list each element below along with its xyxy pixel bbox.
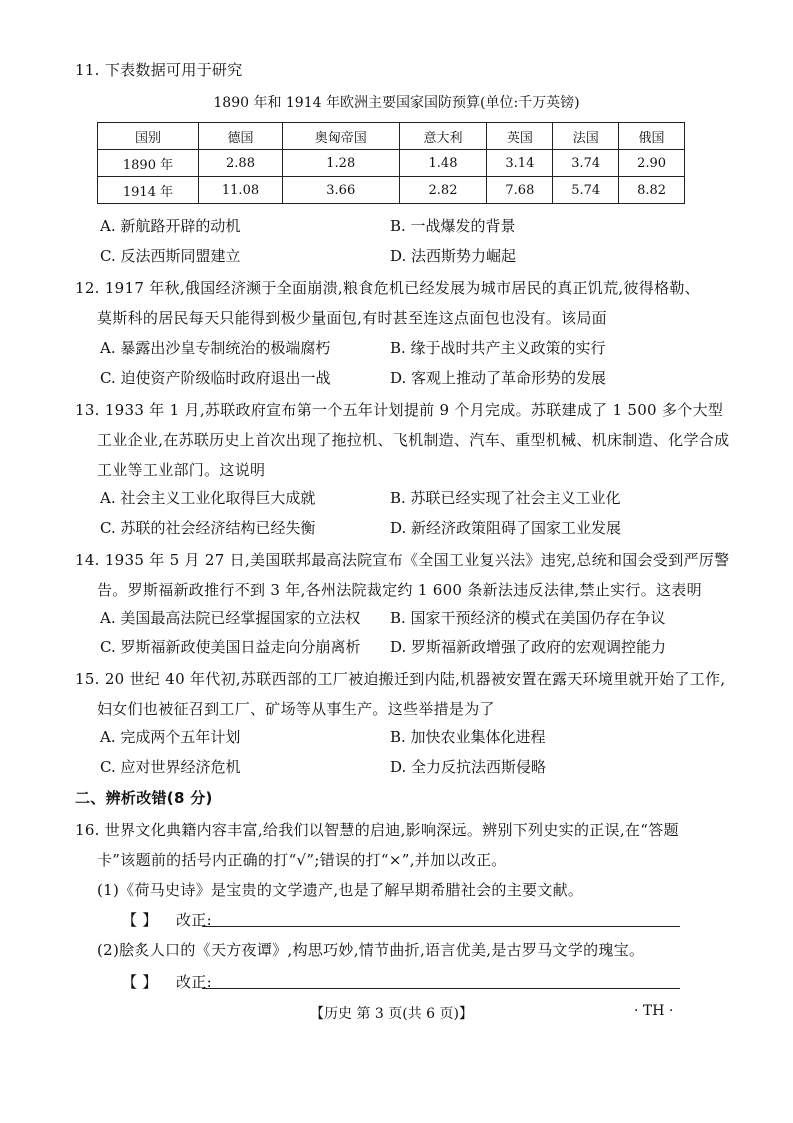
q11-option-c[interactable]: C. 反法西斯同盟建立 — [100, 247, 241, 265]
q12-stem-line: 12. 1917 年秋,俄国经济濒于全面崩溃,粮食危机已经发展为城市居民的真正饥荒,彼得格勒、 — [75, 279, 700, 297]
table-cell: 1.48 — [399, 150, 487, 177]
section-title: 二、辨析改错(8 分) — [75, 789, 213, 807]
q14-option-c[interactable]: C. 罗斯福新政使美国日益走向分崩离析 — [100, 638, 361, 656]
table-header-cell: 意大利 — [399, 123, 487, 150]
q11-option-a[interactable]: A. 新航路开辟的动机 — [100, 217, 241, 235]
q15-stem-line: 妇女们也被征召到工厂、矿场等从事生产。这些举措是为了 — [97, 700, 495, 718]
table-header-cell: 国别 — [98, 123, 199, 150]
q14-stem-line: 告。罗斯福新政推行不到 3 年,各州法院裁定约 1 600 条新法违反法律,禁止实行。这表明 — [97, 581, 702, 599]
q15-option-c[interactable]: C. 应对世界经济危机 — [100, 758, 241, 776]
q11-option-d[interactable]: D. 法西斯势力崛起 — [390, 247, 517, 265]
table-header-cell: 英国 — [487, 123, 553, 150]
table-cell: 3.66 — [283, 177, 400, 204]
q11-option-b[interactable]: B. 一战爆发的背景 — [390, 217, 516, 235]
table-cell: 2.90 — [619, 150, 685, 177]
q14-option-b[interactable]: B. 国家干预经济的模式在美国仍存在争议 — [390, 609, 666, 627]
q13-option-d[interactable]: D. 新经济政策阻碍了国家工业发展 — [390, 519, 622, 537]
q13-stem-line: 工业企业,在苏联历史上首次出现了拖拉机、飞机制造、汽车、重型机械、机床制造、化学合成 — [97, 431, 730, 449]
table-row — [98, 150, 685, 177]
q13-stem-line: 工业等工业部门。这说明 — [97, 461, 266, 479]
q16-item-bracket[interactable]: 【 】 — [122, 973, 158, 991]
footer-code: · TH · — [634, 1003, 674, 1019]
table-cell: 1.28 — [283, 150, 400, 177]
table-cell: 11.08 — [199, 177, 283, 204]
q16-stem-line: 卡”该题前的括号内正确的打“√”;错误的打“×”,并加以改正。 — [97, 851, 507, 869]
table-header-cell: 德国 — [199, 123, 283, 150]
q14-option-d[interactable]: D. 罗斯福新政增强了政府的宏观调控能力 — [390, 638, 667, 656]
q14-option-a[interactable]: A. 美国最高法院已经掌握国家的立法权 — [100, 609, 361, 627]
q16-item-text: (1)《荷马史诗》是宝贵的文学遗产,也是了解早期希腊社会的主要文献。 — [97, 881, 584, 899]
q16-answer-line[interactable] — [202, 988, 680, 989]
q15-option-d[interactable]: D. 全力反抗法西斯侵略 — [390, 758, 547, 776]
table-header-cell: 奥匈帝国 — [283, 123, 400, 150]
q16-answer-line[interactable] — [202, 926, 680, 927]
table-cell: 1914 年 — [98, 177, 199, 204]
q12-option-a[interactable]: A. 暴露出沙皇专制统治的极端腐朽 — [100, 339, 331, 357]
q12-option-b[interactable]: B. 缘于战时共产主义政策的实行 — [390, 339, 606, 357]
table-cell: 8.82 — [619, 177, 685, 204]
table-header-cell: 俄国 — [619, 123, 685, 150]
q16-fix-label: 改正: — [176, 973, 212, 991]
table-header-cell: 法国 — [553, 123, 619, 150]
table-cell: 3.74 — [553, 150, 619, 177]
table-cell: 7.68 — [487, 177, 553, 204]
table-cell: 2.82 — [399, 177, 487, 204]
q11-stem: 11. 下表数据可用于研究 — [75, 61, 243, 79]
q13-option-c[interactable]: C. 苏联的社会经济结构已经失衡 — [100, 519, 316, 537]
table-row — [98, 177, 685, 204]
q12-option-c[interactable]: C. 迫使资产阶级临时政府退出一战 — [100, 369, 331, 387]
q16-fix-label: 改正: — [176, 911, 212, 929]
q12-option-d[interactable]: D. 客观上推动了革命形势的发展 — [390, 369, 607, 387]
q14-stem-line: 14. 1935 年 5 月 27 日,美国联邦最高法院宣布《全国工业复兴法》违宪,总统和国会受到严厉警 — [75, 551, 730, 569]
table-header-row — [98, 123, 685, 150]
q12-stem-line: 莫斯科的居民每天只能得到极少量面包,有时甚至连这点面包也没有。该局面 — [97, 309, 607, 327]
table-cell: 5.74 — [553, 177, 619, 204]
q15-stem-line: 15. 20 世纪 40 年代初,苏联西部的工厂被迫搬迁到内陆,机器被安置在露天环境里就开始了工作, — [75, 670, 726, 688]
table-cell: 2.88 — [199, 150, 283, 177]
q13-stem-line: 13. 1933 年 1 月,苏联政府宣布第一个五年计划提前 9 个月完成。苏联建成了 1 500 多个大型 — [75, 401, 724, 419]
budget-table — [97, 122, 685, 204]
table-cell: 3.14 — [487, 150, 553, 177]
table-caption: 1890 年和 1914 年欧洲主要国家国防预算(单位:千万英镑) — [213, 95, 580, 111]
q15-option-b[interactable]: B. 加快农业集体化进程 — [390, 728, 546, 746]
table-cell: 1890 年 — [98, 150, 199, 177]
q13-option-a[interactable]: A. 社会主义工业化取得巨大成就 — [100, 489, 316, 507]
q16-item-bracket[interactable]: 【 】 — [122, 911, 158, 929]
q16-item-text: (2)脍炙人口的《天方夜谭》,构思巧妙,情节曲折,语言优美,是古罗马文学的瑰宝。 — [97, 941, 645, 959]
q16-stem-line: 16. 世界文化典籍内容丰富,给我们以智慧的启迪,影响深远。辨别下列史实的正误,在“答题 — [75, 821, 679, 839]
q15-option-a[interactable]: A. 完成两个五年计划 — [100, 728, 241, 746]
q13-option-b[interactable]: B. 苏联已经实现了社会主义工业化 — [390, 489, 621, 507]
page-footer: 【历史 第 3 页(共 6 页)】 — [310, 1006, 473, 1022]
